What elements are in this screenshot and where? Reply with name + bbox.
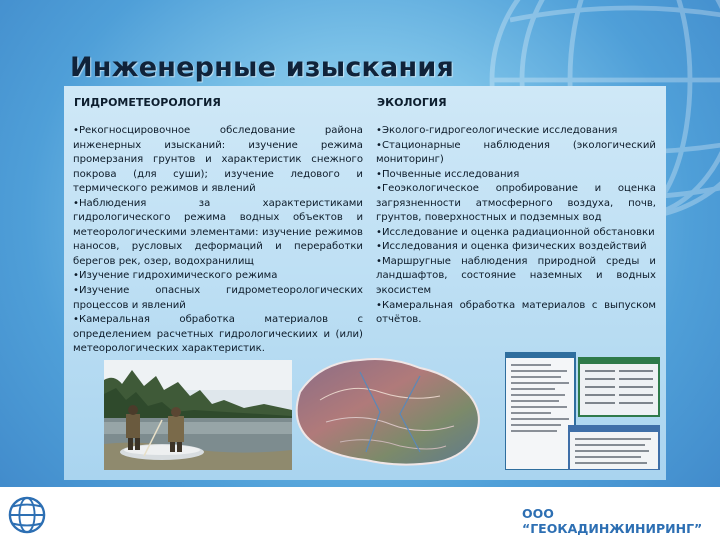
globe-logo-icon: [8, 496, 46, 534]
left-column-heading: ГИДРОМЕТЕОРОЛОГИЯ: [74, 96, 221, 109]
left-item: •Камеральная обработка материалов с определением расчетных гидрологическиих и (или) метеорологических характеристик.: [73, 314, 363, 355]
right-column-text: [376, 124, 656, 328]
left-item: •Наблюдения за характеристиками гидрологического режима водных объектов и метеорологическими элементами: изучение режимов наносов, русловых деформаций и переработки берегов рек, озер, водохранилищ: [73, 197, 363, 267]
right-item: •Исследования и оценка физических воздействий: [376, 241, 647, 253]
left-item: •Рекогносцировочное обследование района инженерных изысканий: изучение режима промерзания грунтов и характеристик снежного покрова (для суши); изучение ледового и термического режимов и явлений: [73, 125, 363, 195]
field-survey-photo: [104, 360, 292, 470]
right-item: •Исследование и оценка радиационной обстановки: [376, 226, 655, 238]
right-column-heading: ЭКОЛОГИЯ: [377, 96, 447, 109]
company-name: ООО “ГЕОКАДИНЖИНИРИНГ”: [522, 506, 703, 536]
slide-title: Инженерные изыскания: [70, 52, 454, 83]
left-item: •Изучение опасных гидрометеорологических процессов и явлений: [73, 285, 363, 311]
right-item: •Камеральная обработка материалов с выпуском отчётов.: [376, 299, 656, 326]
right-item: •Почвенные исследования: [376, 168, 520, 180]
right-item: •Геоэкологическое опробирование и оценка загрязненности атмосферного воздуха, почв, грунтов, поверхностных и подземных вод: [376, 183, 656, 224]
left-column-text: [73, 124, 363, 357]
terrain-map: [270, 352, 500, 470]
right-item: •Маршругные наблюдения природной среды и ландшафтов, состояние наземных и водных экосистем: [376, 255, 656, 297]
software-screenshots: [505, 352, 660, 470]
left-item: •Изучение гидрохимического режима: [73, 270, 278, 282]
right-item: •Эколого-гидрогеологические исследования: [376, 125, 618, 136]
right-item: •Стационарные наблюдения (экологический мониторинг): [376, 139, 656, 166]
